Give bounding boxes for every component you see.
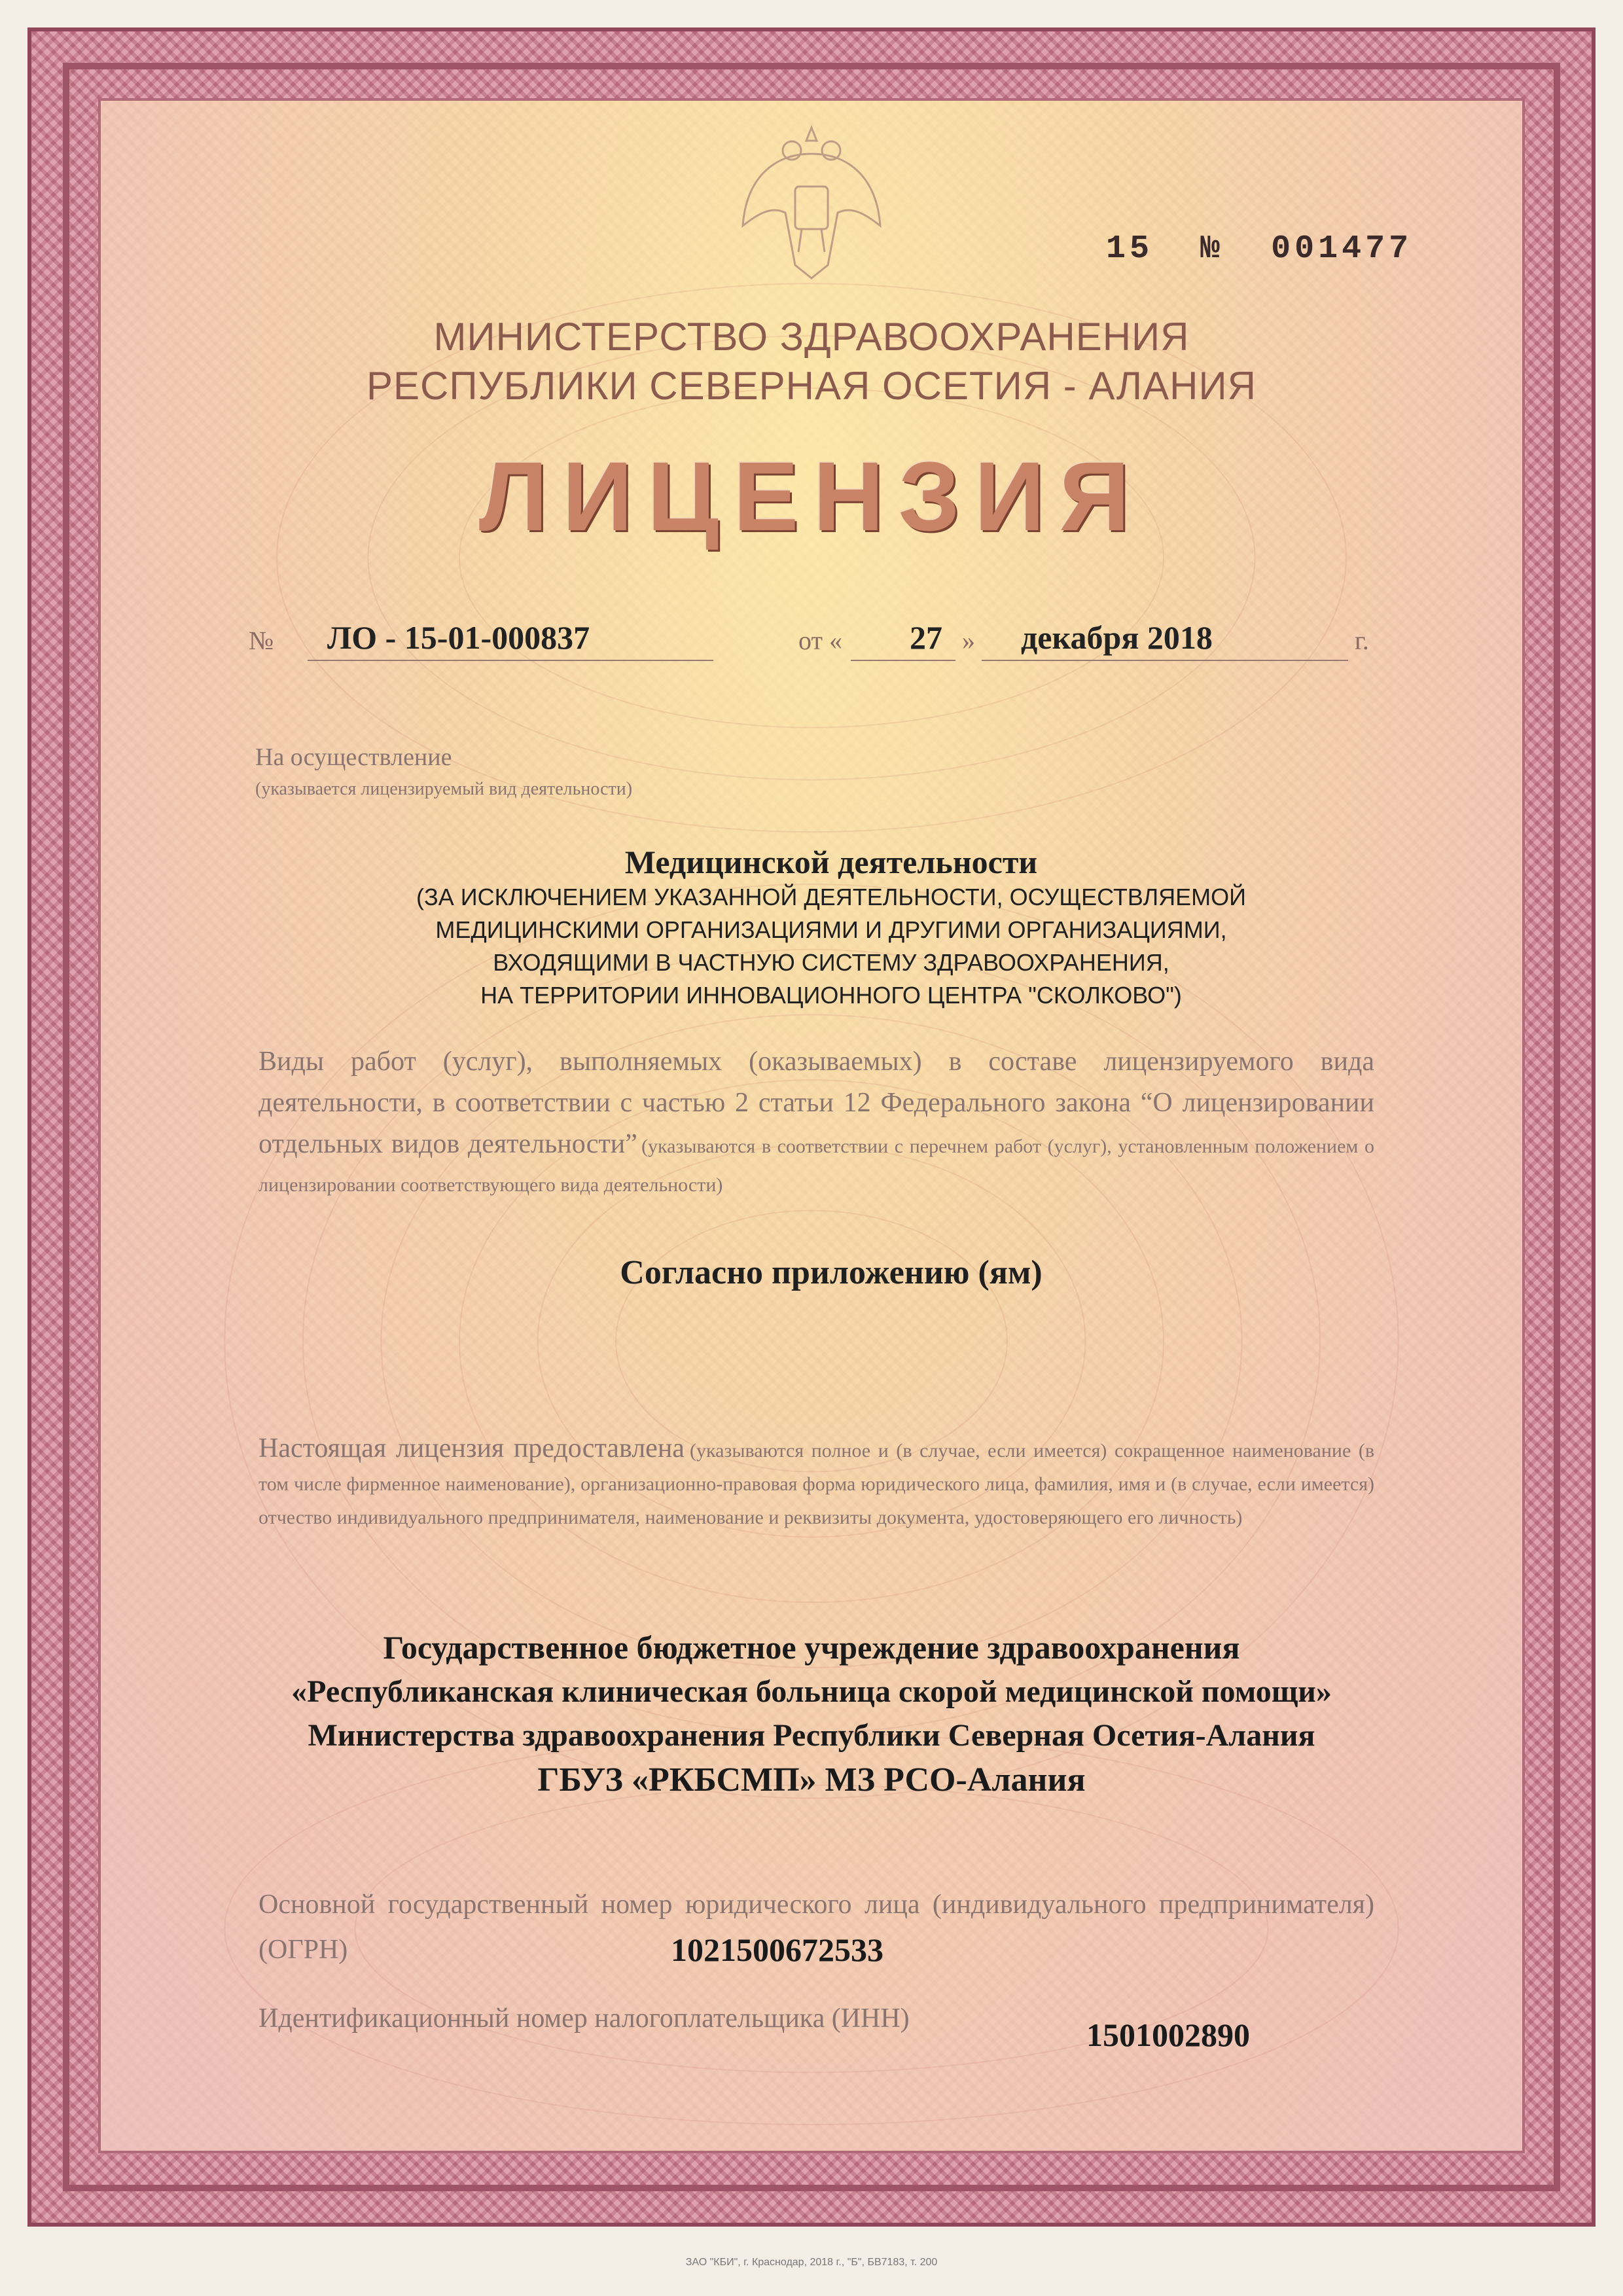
activity-name: Медицинской деятельности — [624, 844, 1038, 880]
serial-sign: № — [1200, 230, 1224, 268]
form-serial — [1106, 230, 1412, 268]
license-year-suffix: г. — [1355, 626, 1369, 655]
ministry-line-2: РЕСПУБЛИКИ СЕВЕРНАЯ ОСЕТИЯ - АЛАНИЯ — [366, 364, 1257, 408]
coat-of-arms-icon — [733, 115, 890, 291]
document-title: ЛИЦЕНЗИЯ — [478, 441, 1145, 551]
ministry-line-1: МИНИСТЕРСТВО ЗДРАВООХРАНЕНИЯ — [433, 315, 1190, 359]
ogrn-label-text: Основной государственный номер юридического лица (индивидуального предпринимателя) (ОГРН) — [259, 1890, 1374, 1965]
license-quote-close: » — [962, 626, 975, 655]
activity-label: На осуществление — [255, 744, 452, 771]
org-short-name: ГБУЗ «РКБСМП» МЗ РСО-Алания — [537, 1761, 1086, 1799]
activity-detail-2: МЕДИЦИНСКИМИ ОРГАНИЗАЦИЯМИ И ДРУГИМИ ОРГАНИЗАЦИЯМИ, — [435, 916, 1227, 943]
works-hint: (указываются в соответствии с перечнем работ (услуг), установленным положением о лицензировании соответствующего вида деятельности) — [259, 1136, 1375, 1196]
grantee-description — [259, 1433, 1374, 1536]
activity-hint: (указывается лицензируемый вид деятельности) — [255, 779, 633, 799]
license-from-label: от « — [798, 626, 842, 655]
day-underline — [851, 660, 955, 661]
org-name-line-1: Государственное бюджетное учреждение здравоохранения — [383, 1629, 1240, 1666]
inn-value: 1501002890 — [1086, 2017, 1250, 2053]
license-number: ЛО - 15-01-000837 — [327, 619, 590, 656]
serial-series: 15 — [1106, 230, 1154, 268]
activity-detail-4: НА ТЕРРИТОРИИ ИННОВАЦИОННОГО ЦЕНТРА "СКОЛКОВО") — [480, 982, 1182, 1009]
printer-imprint: ЗАО "КБИ", г. Краснодар, 2018 г., "Б", БВ7183, т. 200 — [685, 2257, 938, 2268]
serial-number: 001477 — [1271, 230, 1413, 268]
org-name-line-3: Министерства здравоохранения Республики Северная Осетия-Алания — [308, 1718, 1315, 1753]
inn-label: Идентификационный номер налогоплательщика (ИНН) — [259, 2003, 910, 2034]
license-num-label: № — [249, 626, 274, 655]
works-value: Согласно приложению (ям) — [620, 1254, 1043, 1291]
license-day: 27 — [910, 619, 942, 656]
grantee-hint: (указываются полное и (в случае, если имеется) сокращенное наименование (в том числе фирменное наименование), организационно-правовая форма юридического лица, фамилия, имя и (в случае, если имеется) отчество индивидуального предпринимателя, наименование и реквизиты документа, удостоверяющего его личность) — [259, 1440, 1375, 1528]
works-description — [259, 1044, 1374, 1206]
activity-detail-1: (ЗА ИСКЛЮЧЕНИЕМ УКАЗАННОЙ ДЕЯТЕЛЬНОСТИ, ОСУЩЕСТВЛЯЕМОЙ — [416, 884, 1246, 910]
grantee-text: Настоящая лицензия предоставлена — [259, 1433, 685, 1463]
ogrn-value: 1021500672533 — [671, 1931, 883, 1968]
month-underline — [982, 660, 1348, 661]
org-name-line-2: «Республиканская клиническая больница скорой медицинской помощи» — [291, 1674, 1332, 1709]
works-text: Виды работ (услуг), выполняемых (оказываемых) в составе лицензируемого вида деятельности, в соответствии с частью 2 статьи 12 Федерального закона “О лицензировании отдельных видов деятельности” — [259, 1047, 1374, 1159]
number-underline — [308, 660, 713, 661]
license-number-row — [249, 619, 1400, 671]
license-month-year: декабря 2018 — [1021, 619, 1213, 656]
activity-detail-3: ВХОДЯЩИМИ В ЧАСТНУЮ СИСТЕМУ ЗДРАВООХРАНЕНИЯ, — [493, 949, 1169, 976]
